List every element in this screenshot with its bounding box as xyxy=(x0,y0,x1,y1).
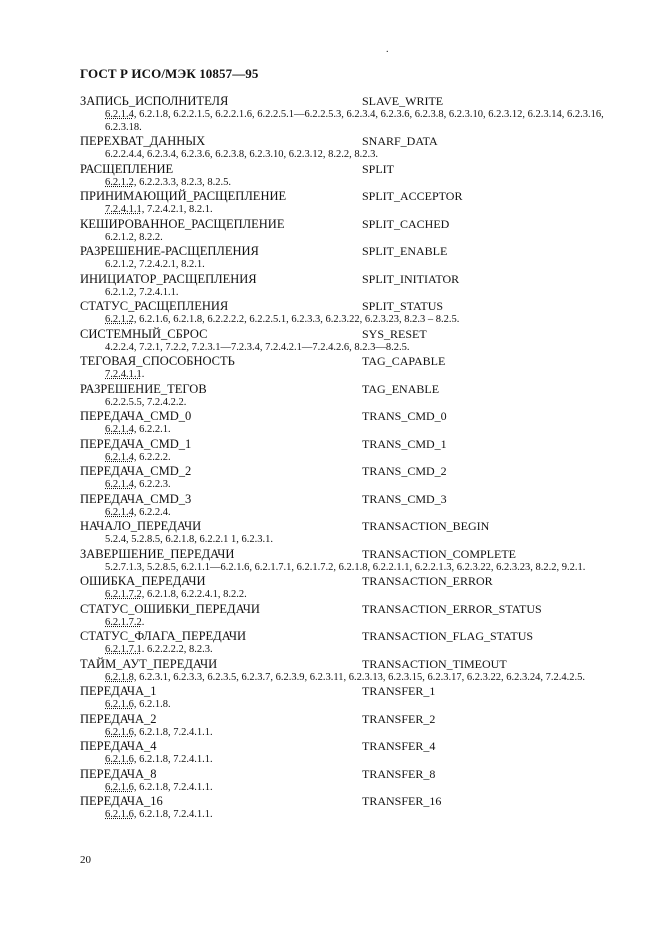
english-term: TRANS_CMD_2 xyxy=(362,464,447,478)
term-row xyxy=(80,602,640,617)
index-entry xyxy=(80,574,640,602)
term-row xyxy=(80,94,640,109)
reference-list: , 6.2.1.8, 7.2.4.1.1. xyxy=(133,781,213,793)
section-references xyxy=(80,149,640,162)
section-references xyxy=(80,754,640,767)
term-row xyxy=(80,547,640,562)
primary-reference: 7.2.4.1.1 xyxy=(105,369,142,380)
russian-term: РАСЩЕПЛЕНИЕ xyxy=(80,161,174,176)
primary-reference: 7.2.4.1.1 xyxy=(105,204,142,215)
russian-term: ПРИНИМАЮЩИЙ_РАСЩЕПЛЕНИЕ xyxy=(80,189,287,203)
index-entry xyxy=(80,712,640,740)
russian-term: ПЕРЕДАЧА_4 xyxy=(80,739,157,753)
section-references xyxy=(80,109,640,134)
reference-list: , 6.2.1.8, 7.2.4.1.1. xyxy=(133,754,213,765)
primary-reference: 6.2.1.8 xyxy=(105,671,134,683)
english-term: TRANSACTION_ERROR xyxy=(362,574,493,588)
primary-reference: 6.2.1.7.2 xyxy=(105,589,142,600)
english-term: SPLIT_ACCEPTOR xyxy=(362,189,463,203)
english-term: TRANSFER_1 xyxy=(362,684,436,698)
term-row xyxy=(80,657,640,672)
russian-term: НАЧАЛО_ПЕРЕДАЧИ xyxy=(80,519,202,533)
english-term: TRANSFER_8 xyxy=(362,766,436,781)
section-references xyxy=(80,479,640,492)
english-term: SPLIT_STATUS xyxy=(362,299,444,313)
english-term: TRANSFER_4 xyxy=(362,739,436,753)
russian-term: ПЕРЕДАЧА_2 xyxy=(80,711,157,726)
term-row xyxy=(80,684,640,699)
reference-list: 6.2.2.5.5, 7.2.4.2.2. xyxy=(105,396,187,408)
term-row xyxy=(80,574,640,589)
index-entry xyxy=(80,684,640,712)
primary-reference: 6.2.1.6 xyxy=(105,699,134,710)
index-entry xyxy=(80,519,640,547)
section-references xyxy=(80,259,640,272)
index-entry xyxy=(80,94,640,134)
section-references xyxy=(80,617,640,630)
english-term: SNARF_DATA xyxy=(362,134,438,148)
index-entry xyxy=(80,794,640,822)
primary-reference: 6.2.1.6 xyxy=(105,726,134,738)
russian-term: РАЗРЕШЕНИЕ_ТЕГОВ xyxy=(80,381,207,396)
term-row xyxy=(80,767,640,782)
reference-list: 5.2.4, 5.2.8.5, 6.2.1.8, 6.2.2.1 1, 6.2.3.1. xyxy=(105,534,273,545)
reference-list: , 6.2.2.3. xyxy=(133,479,171,490)
russian-term: СТАТУС_РАСЩЕПЛЕНИЯ xyxy=(80,299,229,313)
term-row xyxy=(80,712,640,727)
reference-list: . xyxy=(141,616,145,628)
reference-list: 6.2.2.4.4, 6.2.3.4, 6.2.3.6, 6.2.3.8, 6.2.3.10, 6.2.3.12, 8.2.2, 8.2.3. xyxy=(105,149,378,160)
section-references xyxy=(80,727,640,740)
russian-term: СИСТЕМНЫЙ_СБРОС xyxy=(80,326,208,341)
english-term: SLAVE_WRITE xyxy=(362,94,444,108)
reference-list: , 6.2.1.8. xyxy=(133,699,171,710)
index-entry xyxy=(80,657,640,685)
russian-term: СТАТУС_ФЛАГА_ПЕРЕДАЧИ xyxy=(80,629,246,643)
index-entry xyxy=(80,492,640,520)
english-term: TAG_CAPABLE xyxy=(362,354,446,368)
term-row xyxy=(80,134,640,149)
russian-term: ПЕРЕДАЧА_CMD_2 xyxy=(80,464,192,478)
reference-list: 6.2.1.2, 7.2.4.1.1. xyxy=(105,286,179,298)
english-term: TRANSFER_2 xyxy=(362,711,436,726)
index-entry xyxy=(80,162,640,190)
primary-reference: 6.2.1.7.2 xyxy=(105,616,142,628)
reference-list: , 7.2.4.2.1, 8.2.1. xyxy=(141,204,213,215)
section-references xyxy=(80,562,640,575)
section-references xyxy=(80,782,640,795)
section-references xyxy=(80,369,640,382)
index-entry xyxy=(80,299,640,327)
reference-list: , 6.2.2.4. xyxy=(133,506,171,518)
index-entry xyxy=(80,354,640,382)
russian-term: СТАТУС_ОШИБКИ_ПЕРЕДАЧИ xyxy=(80,601,260,616)
term-row xyxy=(80,162,640,177)
primary-reference: 6.2.1.7.1 xyxy=(105,644,142,655)
russian-term: ПЕРЕДАЧА_16 xyxy=(80,794,163,808)
section-references xyxy=(80,397,640,410)
index-entry xyxy=(80,244,640,272)
section-references xyxy=(80,534,640,547)
section-references xyxy=(80,644,640,657)
page-header: ГОСТ Р ИСО/МЭК 10857—95 xyxy=(80,66,259,81)
section-references xyxy=(80,507,640,520)
english-term: TRANSFER_16 xyxy=(362,794,442,808)
section-references xyxy=(80,177,640,190)
reference-list: , 6.2.1.8, 7.2.4.1.1. xyxy=(133,809,213,820)
page-number: 20 xyxy=(80,854,91,866)
russian-term: ОШИБКА_ПЕРЕДАЧИ xyxy=(80,574,206,588)
term-row xyxy=(80,299,640,314)
term-row xyxy=(80,409,640,424)
section-references xyxy=(80,452,640,465)
reference-list: 5.2.7.1.3, 5.2.8.5, 6.2.1.1—6.2.1.6, 6.2.1.7.1, 6.2.1.7.2, 6.2.1.8, 6.2.2.1.1, 6.2.2.1.3, 6.2.3.22, 6.2.3.23, 8.2.2, 9.2.1. xyxy=(105,561,586,573)
primary-reference: 6.2.1.2 xyxy=(105,314,134,325)
english-term: SPLIT_INITIATOR xyxy=(362,271,460,286)
section-references xyxy=(80,342,640,355)
term-row xyxy=(80,464,640,479)
primary-reference: 6.2.1.4 xyxy=(105,479,134,490)
term-row xyxy=(80,519,640,534)
reference-list: , 6.2.1.8, 6.2.2.4.1, 8.2.2. xyxy=(141,589,247,600)
russian-term: ЗАПИСЬ_ИСПОЛНИТЕЛЯ xyxy=(80,94,229,108)
reference-list: , 6.2.2.2. xyxy=(133,451,171,463)
term-row xyxy=(80,354,640,369)
reference-list: , 6.2.1.8, 6.2.2.1.5, 6.2.2.1.6, 6.2.2.5.1—6.2.2.5.3, 6.2.3.4, 6.2.3.6, 6.2.3.8, 6.2.3.10, 6.2.3.12, 6.2.3.14, 6.2.3.16, 6.2.3.18. xyxy=(105,109,604,133)
primary-reference: 6.2.1.6 xyxy=(105,754,134,765)
term-row xyxy=(80,739,640,754)
section-references xyxy=(80,287,640,300)
reference-list: 4.2.2.4, 7.2.1, 7.2.2, 7.2.3.1—7.2.3.4, 7.2.4.2.1—7.2.4.2.6, 8.2.3—8.2.5. xyxy=(105,341,410,353)
russian-term: ПЕРЕХВАТ_ДАННЫХ xyxy=(80,134,206,148)
term-row xyxy=(80,382,640,397)
index-entry xyxy=(80,629,640,657)
english-term: SYS_RESET xyxy=(362,326,427,341)
english-term: TRANSACTION_BEGIN xyxy=(362,519,490,533)
reference-list: , 6.2.2.3.3, 8.2.3, 8.2.5. xyxy=(133,176,231,188)
section-references xyxy=(80,699,640,712)
english-term: TRANSACTION_COMPLETE xyxy=(362,546,517,561)
term-row xyxy=(80,244,640,259)
russian-term: ПЕРЕДАЧА_8 xyxy=(80,766,157,781)
section-references xyxy=(80,809,640,822)
primary-reference: 6.2.1.4 xyxy=(105,424,134,435)
primary-reference: 6.2.1.6 xyxy=(105,809,134,820)
index-entry xyxy=(80,327,640,355)
reference-list: , 6.2.1.8, 7.2.4.1.1. xyxy=(133,726,213,738)
section-references xyxy=(80,672,640,685)
russian-term: ПЕРЕДАЧА_CMD_1 xyxy=(80,436,192,451)
primary-reference: 6.2.1.4 xyxy=(105,109,134,120)
russian-term: ИНИЦИАТОР_РАСЩЕПЛЕНИЯ xyxy=(80,271,257,286)
index-entry xyxy=(80,767,640,795)
russian-term: ПЕРЕДАЧА_1 xyxy=(80,684,157,698)
reference-list: . 6.2.2.2.2, 8.2.3. xyxy=(141,644,213,655)
index-entry xyxy=(80,602,640,630)
index-entry xyxy=(80,189,640,217)
russian-term: ЗАВЕРШЕНИЕ_ПЕРЕДАЧИ xyxy=(80,546,235,561)
index-entry xyxy=(80,134,640,162)
index-entry xyxy=(80,217,640,245)
russian-term: ПЕРЕДАЧА_CMD_3 xyxy=(80,491,192,506)
english-term: SPLIT xyxy=(362,161,395,176)
english-term: SPLIT_ENABLE xyxy=(362,244,448,258)
russian-term: РАЗРЕШЕНИЕ-РАСЩЕПЛЕНИЯ xyxy=(80,244,259,258)
reference-list: , 6.2.1.6, 6.2.1.8, 6.2.2.2.2, 6.2.2.5.1, 6.2.3.3, 6.2.3.22, 6.2.3.23, 8.2.3 – 8.2.5. xyxy=(133,314,460,325)
scan-speck: . xyxy=(386,44,389,55)
english-term: TRANSACTION_ERROR_STATUS xyxy=(362,601,542,616)
english-term: TRANS_CMD_0 xyxy=(362,409,447,423)
reference-list: 6.2.1.2, 7.2.4.2.1, 8.2.1. xyxy=(105,259,205,270)
index-entry xyxy=(80,437,640,465)
russian-term: ТЕГОВАЯ_СПОСОБНОСТЬ xyxy=(80,354,235,368)
index-entry xyxy=(80,382,640,410)
reference-list: . xyxy=(141,369,145,380)
english-term: TRANSACTION_FLAG_STATUS xyxy=(362,629,534,643)
english-term: TAG_ENABLE xyxy=(362,381,440,396)
term-row xyxy=(80,189,640,204)
russian-term: КЕШИРОВАННОЕ_РАСЩЕПЛЕНИЕ xyxy=(80,216,285,231)
reference-list: , 6.2.2.1. xyxy=(133,424,171,435)
section-references xyxy=(80,204,640,217)
russian-term: ПЕРЕДАЧА_CMD_0 xyxy=(80,409,192,423)
english-term: SPLIT_CACHED xyxy=(362,216,450,231)
index-entry xyxy=(80,464,640,492)
term-row xyxy=(80,327,640,342)
term-row xyxy=(80,272,640,287)
english-term: TRANSACTION_TIMEOUT xyxy=(362,656,507,671)
index-entry xyxy=(80,547,640,575)
term-row xyxy=(80,794,640,809)
english-term: TRANS_CMD_1 xyxy=(362,436,447,451)
primary-reference: 6.2.1.6 xyxy=(105,781,134,793)
primary-reference: 6.2.1.4 xyxy=(105,451,134,463)
russian-term: ТАЙМ_АУТ_ПЕРЕДАЧИ xyxy=(80,656,218,671)
section-references xyxy=(80,589,640,602)
index-entry xyxy=(80,739,640,767)
english-term: TRANS_CMD_3 xyxy=(362,491,447,506)
term-row xyxy=(80,629,640,644)
index-entry xyxy=(80,272,640,300)
primary-reference: 6.2.1.2 xyxy=(105,176,134,188)
section-references xyxy=(80,232,640,245)
term-row xyxy=(80,437,640,452)
section-references xyxy=(80,314,640,327)
term-row xyxy=(80,492,640,507)
index-entry xyxy=(80,409,640,437)
reference-list: 6.2.1.2, 8.2.2. xyxy=(105,231,163,243)
term-row xyxy=(80,217,640,232)
reference-list: , 6.2.3.1, 6.2.3.3, 6.2.3.5, 6.2.3.7, 6.2.3.9, 6.2.3.11, 6.2.3.13, 6.2.3.15, 6.2.3.17, 6.2.3.22, 6.2.3.24, 7.2.4.2.5. xyxy=(133,671,585,683)
section-references xyxy=(80,424,640,437)
glossary-index xyxy=(80,94,640,822)
primary-reference: 6.2.1.4 xyxy=(105,506,134,518)
